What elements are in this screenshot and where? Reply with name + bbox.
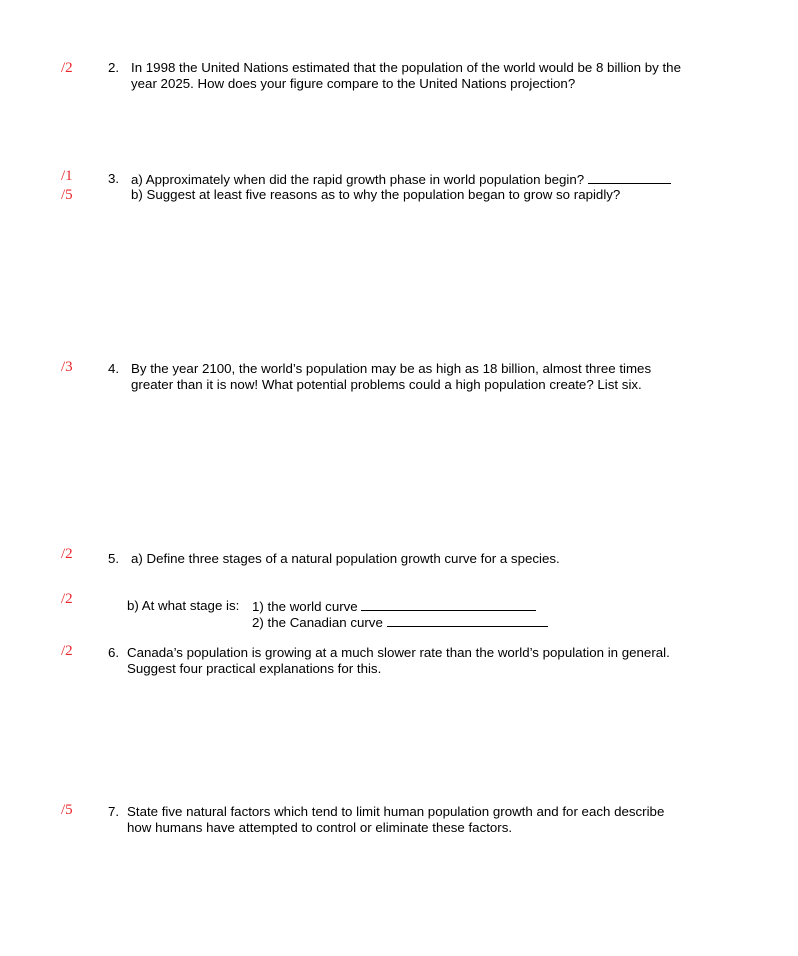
score-mark-q3a: /1 — [61, 168, 73, 184]
score-mark-q5a: /2 — [61, 546, 73, 562]
score-mark-q2: /2 — [61, 60, 73, 76]
question-part-b-prefix: b) At what stage is: — [127, 598, 240, 613]
question-part-a: a) Define three stages of a natural population growth curve for a species. — [131, 551, 560, 566]
score-mark-q3b: /5 — [61, 187, 73, 203]
question-text-line-2: how humans have attempted to control or eliminate these factors. — [127, 820, 513, 835]
question-part-b-canadian — [252, 614, 548, 631]
score-mark-q5b: /2 — [61, 591, 73, 607]
question-text-line-1: By the year 2100, the world’s population may be as high as 18 billion, almost three times — [131, 361, 652, 376]
question-part-a — [131, 171, 671, 188]
question-text-line-1: Canada’s population is growing at a much slower rate than the world’s population in general. — [127, 645, 670, 660]
question-number: 7. — [108, 804, 120, 819]
question-number: 2. — [108, 60, 120, 75]
question-number: 4. — [108, 361, 120, 376]
question-number: 6. — [108, 645, 120, 660]
answer-blank[interactable] — [588, 171, 671, 184]
score-mark-q4: /3 — [61, 359, 73, 375]
question-text-line-1: In 1998 the United Nations estimated that the population of the world would be 8 billion by the — [131, 60, 681, 75]
question-text-line-1: State five natural factors which tend to limit human population growth and for each describe — [127, 804, 665, 819]
question-text-line-2: year 2025. How does your figure compare to the United Nations projection? — [131, 76, 576, 91]
question-number: 3. — [108, 171, 120, 186]
question-part-b: b) Suggest at least five reasons as to why the population began to grow so rapidly? — [131, 187, 621, 202]
answer-blank-world[interactable] — [361, 598, 536, 611]
score-mark-q7: /5 — [61, 802, 73, 818]
answer-blank-canadian[interactable] — [387, 614, 548, 627]
score-mark-q6: /2 — [61, 643, 73, 659]
world-curve-label: 1) the world curve — [252, 599, 358, 614]
question-number: 5. — [108, 551, 120, 566]
canadian-curve-label: 2) the Canadian curve — [252, 615, 383, 630]
question-part-a-text: a) Approximately when did the rapid growth phase in world population begin? — [131, 172, 585, 187]
question-text-line-2: greater than it is now! What potential problems could a high population create? List six. — [131, 377, 642, 392]
question-part-b-world — [252, 598, 536, 615]
question-text-line-2: Suggest four practical explanations for this. — [127, 661, 382, 676]
